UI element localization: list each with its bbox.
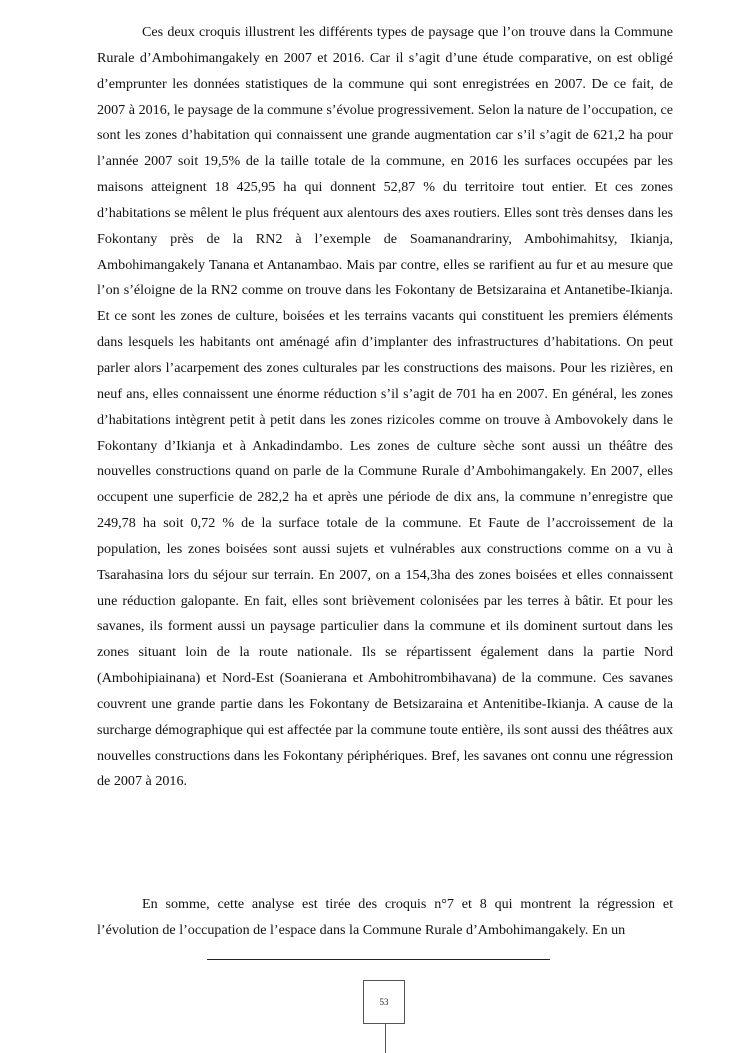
page-number: 53 [379, 997, 389, 1007]
footer-divider [207, 959, 550, 960]
body-paragraph-1: Ces deux croquis illustrent les différents types de paysage que l’on trouve dans la Commune Rurale d’Ambohimangakely en 2007 et 2016. Car il s’agit d’une étude comparative, on est obligé d’emprunter les données statistiques de la commune qui sont enregistrées en 2007. De ce fait, de 2007 à 2016, le paysage de la commune s’évolue progressivement. Selon la nature de l’occupation, ce sont les zones d’habitation qui connaissent une grande augmentation car s’il s’agit de 621,2 ha pour l’année 2007 soit 19,5% de la taille totale de la commune, en 2016 les surfaces occupées par les maisons atteignent 18 425,95 ha qui donnent 52,87 % du territoire tout entier. Et ces zones d’habitations se mêlent le plus fréquent aux alentours des axes routiers. Elles sont très denses dans les Fokontany près de la RN2 à l’exemple de Soamanandrariny, Ambohimahitsy, Ikianja, Ambohimangakely Tanana et Antanambao. Mais par contre, elles se rarifient au fur et au mesure que l’on s’éloigne de la RN2 comme on trouve dans les Fokontany de Betsizaraina et Antanetibe-Ikianja. Et ce sont les zones de culture, boisées et les terrains vacants qui constituent les premiers éléments dans lesquels les habitants ont aménagé afin d’implanter des infrastructures d’habitations. On peut parler alors l’acarpement des zones culturales par les constructions des maisons. Pour les rizières, en neuf ans, elles connaissent une énorme réduction s’il s’agit de 701 ha en 2007. En général, les zones d’habitations intègrent petit à petit dans les zones rizicoles comme on trouve à Ambovokely dans le Fokontany d’Ikianja et à Ankadindambo. Les zones de culture sèche sont aussi un théâtre des nouvelles constructions quand on parle de la Commune Rurale d’Ambohimangakely. En 2007, elles occupent une superficie de 282,2 ha et après une période de dix ans, la commune n’enregistre que 249,78 ha soit 0,72 % de la surface totale de la commune. Et Faute de l’accroissement de la population, les zones boisées sont aussi sujets et vulnérables aux constructions comme on a vu à Tsarahasina lors du séjour sur terrain. En 2007, on a 154,3ha des zones boisées et elles connaissent une réduction galopante. En fait, elles sont brièvement colonisées par les terres à bâtir. Et pour les savanes, ils forment aussi un paysage particulier dans la commune et ils dominent surtout dans les zones situant loin de la route nationale. Ils se répartissent également dans la partie Nord (Ambohipiainana) et Nord-Est (Soanierana et Ambohitrombihavana) de la commune. Ces savanes couvrent une grande partie dans les Fokontany de Betsizaraina et Antenitibe-Ikianja. A cause de la surcharge démographique qui est affectée par la commune toute entière, ils sont aussi des théâtres aux nouvelles constructions dans les Fokontany périphériques. Bref, les savanes ont connu une régression de 2007 à 2016. [97, 24, 673, 790]
page-number-box [363, 980, 405, 1024]
page-number-stem [385, 1024, 386, 1053]
body-paragraph-2: En somme, cette analyse est tirée des croquis n°7 et 8 qui montrent la régression et l’évolution de l’occupation de l’espace dans la Commune Rurale d’Ambohimangakely. En un [97, 896, 673, 938]
